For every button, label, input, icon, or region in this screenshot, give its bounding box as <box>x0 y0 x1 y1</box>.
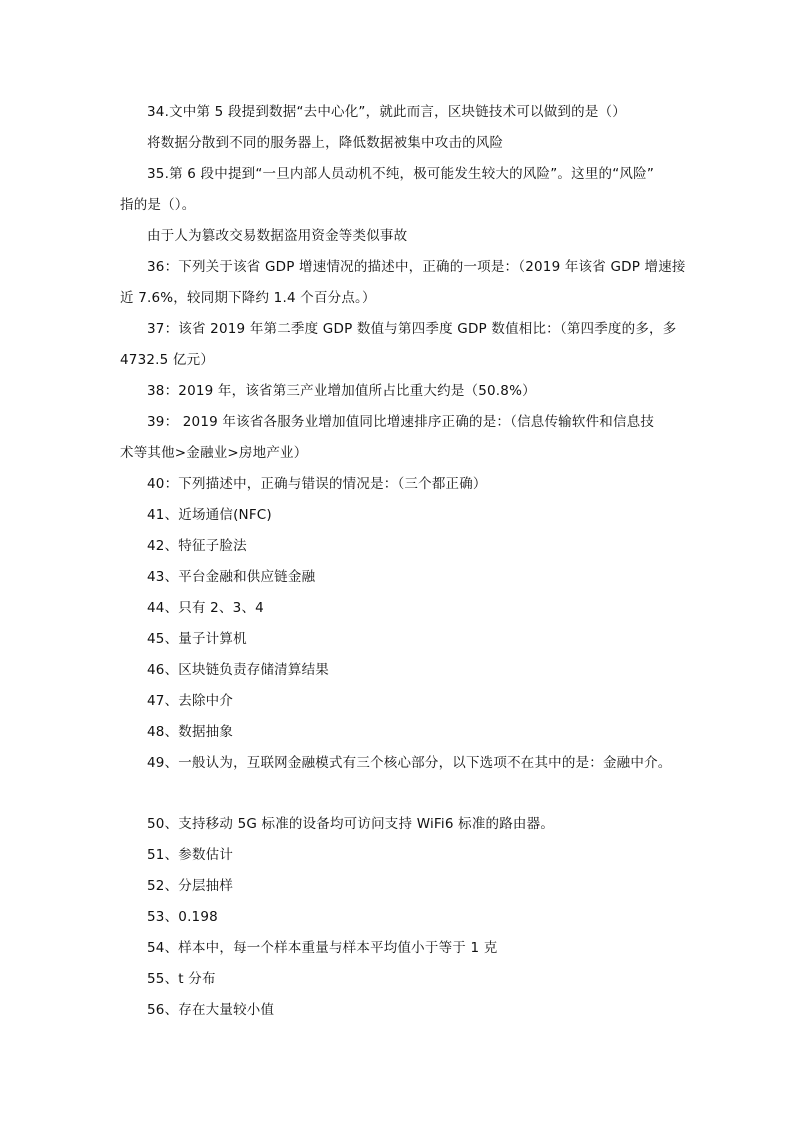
item-39: 39： 2019 年该省各服务业增加值同比增速排序正确的是：（信息传输软件和信息技 <box>147 414 655 430</box>
question-35: 35.第 6 段中提到“一旦内部人员动机不纯，极可能发生较大的风险”。这里的“风险” <box>147 166 655 182</box>
item-54: 54、样本中，每一个样本重量与样本平均值小于等于 1 克 <box>147 940 498 956</box>
question-35-continued: 指的是（）。 <box>120 197 196 213</box>
item-40: 40：下列描述中，正确与错误的情况是：（三个都正确） <box>147 476 487 492</box>
item-50: 50、支持移动 5G 标准的设备均可访问支持 WiFi6 标准的路由器。 <box>147 816 555 832</box>
item-37: 37：该省 2019 年第二季度 GDP 数值与第四季度 GDP 数值相比：（第四季度的多，多 <box>147 321 677 337</box>
item-42: 42、特征子脸法 <box>147 538 247 554</box>
item-36: 36：下列关于该省 GDP 增速情况的描述中，正确的一项是：（2019 年该省 GDP 增速接 <box>147 259 686 275</box>
item-56: 56、存在大量较小值 <box>147 1002 275 1018</box>
item-52: 52、分层抽样 <box>147 878 234 894</box>
question-34: 34.文中第 5 段提到数据“去中心化”，就此而言，区块链技术可以做到的是（） <box>147 104 626 120</box>
item-55: 55、t 分布 <box>147 971 216 987</box>
item-41: 41、近场通信(NFC) <box>147 507 272 523</box>
answer-35: 由于人为篡改交易数据盗用资金等类似事故 <box>147 228 408 244</box>
item-53: 53、0.198 <box>147 909 218 925</box>
item-47: 47、去除中介 <box>147 693 234 709</box>
item-43: 43、平台金融和供应链金融 <box>147 569 316 585</box>
item-37-continued: 4732.5 亿元） <box>120 352 215 368</box>
item-36-continued: 近 7.6%，较同期下降约 1.4 个百分点。） <box>120 290 376 306</box>
item-49: 49、一般认为，互联网金融模式有三个核心部分，以下选项不在其中的是：金融中介。 <box>147 755 672 771</box>
answer-34: 将数据分散到不同的服务器上，降低数据被集中攻击的风险 <box>147 135 504 151</box>
item-44: 44、只有 2、3、4 <box>147 600 264 616</box>
item-38: 38：2019 年，该省第三产业增加值所占比重大约是（50.8%） <box>147 383 536 399</box>
item-45: 45、量子计算机 <box>147 631 247 647</box>
item-39-continued: 术等其他>金融业>房地产业） <box>120 445 308 461</box>
item-46: 46、区块链负责存储清算结果 <box>147 662 329 678</box>
item-48: 48、数据抽象 <box>147 724 234 740</box>
item-51: 51、参数估计 <box>147 847 234 863</box>
